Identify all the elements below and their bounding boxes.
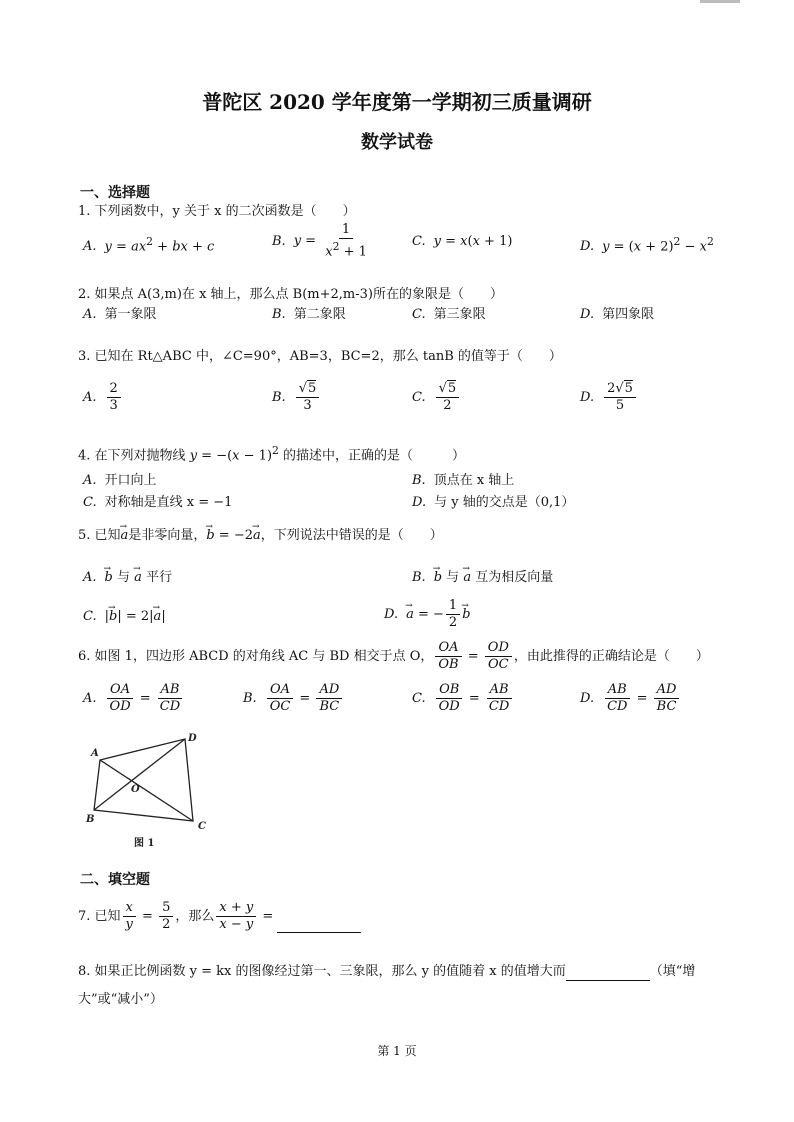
label-a: A	[91, 748, 99, 759]
q5-option-b: B.→ b 与 → a 互为相反向量	[412, 569, 553, 587]
q5-stem: 5. 已知→ a是非零向量，→ b = −2→ a，下列说法中错误的是（ ）	[78, 527, 443, 545]
q8-line2: 大”或“减小”）	[78, 992, 163, 1007]
q2-option-d: D. 第四象限	[580, 307, 655, 322]
label-d: D	[188, 733, 197, 744]
q1-option-a: A. $y = ax^2$ + bx + c	[83, 235, 215, 255]
q4-option-a: A. 开口向上	[83, 473, 157, 488]
q8-answer-blank[interactable]	[566, 966, 650, 981]
label-b: B	[86, 814, 95, 825]
figure-quadrilateral	[82, 728, 217, 853]
q1-option-b: B. y = $\frac{1}{x^2 + 1}$	[272, 222, 367, 260]
corner-mark	[700, 0, 740, 3]
q4-option-c: C. 对称轴是直线 x = −1	[83, 495, 233, 510]
q4-stem: 4. 在下列对抛物线 $y = -(x - 1)^2$ 的描述中，正确的是（ ）	[78, 444, 466, 464]
quadrilateral-abcd	[94, 739, 193, 821]
section-choice: 一、选择题	[80, 185, 150, 201]
page-subtitle: 数学试卷	[361, 132, 433, 153]
q1-option-d: D. $y = (x + 2)^2 - x^2$	[580, 235, 714, 255]
q3-option-a: A. $\frac{2}{3}$	[83, 381, 123, 414]
q2-option-b: B. 第二象限	[272, 307, 346, 322]
q5-option-c: C. |→ b| = 2|→ a|	[83, 608, 166, 626]
q3-option-d: D. $\frac{2√5}{5}$	[580, 381, 638, 414]
q1-option-c: C. y = x(x + 1)	[412, 234, 513, 249]
label-c: C	[198, 821, 206, 832]
label-o: O	[131, 784, 140, 795]
q2-option-c: C. 第三象限	[412, 307, 486, 322]
q7-stem: 7. 已知 $\frac{x}{y}$ = $\frac{5}{2}$ ，那么 $\frac{x + y}{x - y}$ =	[78, 900, 361, 933]
q2-stem: 2. 如果点 A(3,m)在 x 轴上，那么点 B(m+2,m-3)所在的象限是（ ）	[78, 287, 503, 302]
q5-option-a: A.→ b 与 → a 平行	[83, 569, 172, 587]
q2-option-a: A. 第一象限	[83, 307, 157, 322]
q6-option-b: B. $\frac{OA}{OC}$ = $\frac{AD}{BC}$	[243, 682, 344, 715]
q3-option-c: C. $\frac{√5}{2}$	[412, 381, 461, 414]
page-number: 第 1 页	[377, 1044, 417, 1058]
figure-caption: 图 1	[134, 838, 155, 849]
q6-option-d: D. $\frac{AB}{CD}$ = $\frac{AD}{BC}$	[580, 682, 681, 715]
q1-stem: 1. 下列函数中，y 关于 x 的二次函数是（ ）	[78, 204, 356, 219]
q5-option-d: D.→ a = − $\frac{1}{2}$ → b	[384, 598, 471, 631]
q6-stem: 6. 如图 1，四边形 ABCD 的对角线 AC 与 BD 相交于点 O， $\frac{OA}{OB}$ = $\frac{OD}{OC}$ ，由此推得的正确结论是（ ）	[78, 640, 709, 672]
q3-option-b: B. $\frac{√5}{3}$	[272, 381, 321, 414]
q4-option-b: B. 顶点在 x 轴上	[412, 473, 515, 488]
q6-option-a: A. $\frac{OA}{OD}$ = $\frac{AB}{CD}$	[83, 682, 185, 715]
q4-option-d: D. 与 y 轴的交点是（0,1）	[412, 495, 575, 510]
q6-option-c: C. $\frac{OB}{OD}$ = $\frac{AB}{CD}$	[412, 682, 514, 715]
q8-stem: 8. 如果正比例函数 y = kx 的图像经过第一、三象限，那么 y 的值随着 x 的值增大而 （填“增	[78, 964, 696, 979]
q3-stem: 3. 已知在 Rt△ABC 中，∠C=90°，AB=3，BC=2，那么 tanB 的值等于（ ）	[78, 349, 562, 364]
q7-answer-blank[interactable]	[277, 918, 361, 933]
section-fill: 二、填空题	[80, 872, 150, 888]
page-title: 普陀区 2020 学年度第一学期初三质量调研	[202, 90, 592, 114]
